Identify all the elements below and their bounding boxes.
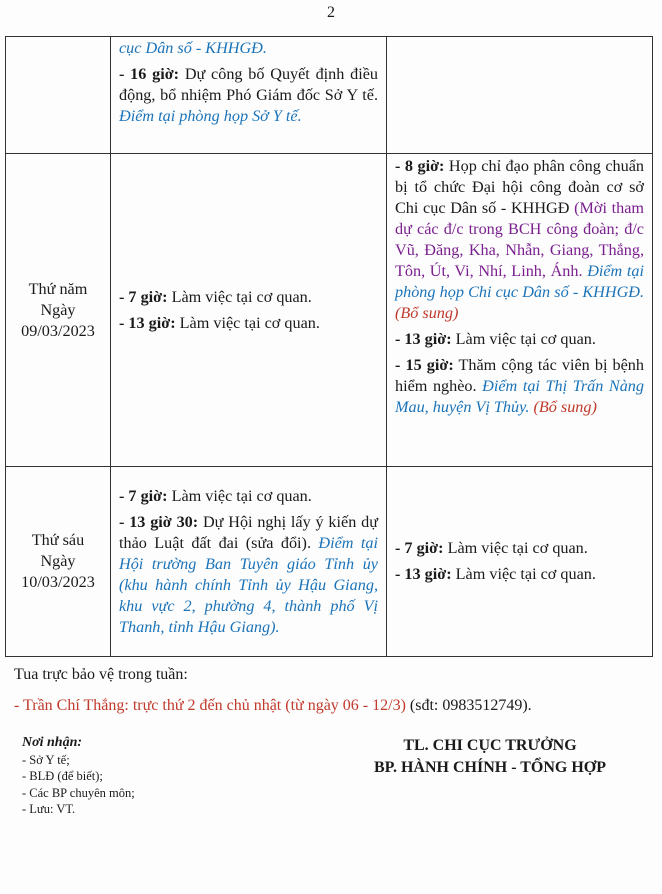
day-cell [6,467,111,657]
table-row [6,467,653,657]
date-label: 10/03/2023 [21,573,95,591]
day-label: Ngày [40,300,76,319]
table-row [6,154,653,467]
morning-cell [111,154,387,467]
recipient-item: - Sở Y tế; [22,752,70,767]
recipient-item: - BLĐ (để biết); [22,769,103,783]
weekday-label: Thứ sáu [31,531,85,549]
schedule-item: - 13 giờ: Làm việc tại cơ quan. [119,313,320,332]
continued-text: cục Dân số - KHHGĐ. [119,39,267,57]
duty-assignment: - Trần Chí Thắng: trực thứ 2 đến chủ nhật (từ ngày 06 - 12/3) (sđt: 0983512749). [14,697,532,714]
schedule-item: - 8 giờ: Họp chỉ đạo phân công chuẩn bị tổ chức Đại hội công đoàn cơ sở Chi cục Dân số - KHHGĐ (Mời tham dự các đ/c trong BCH công đoàn; đ/c Vũ, Đăng, Kha, Nhẫn, Giang, Thắng, Tôn, Út, Vi, Nhí, Linh, Ánh. Điểm tại phòng họp Chi cục Dân số - KHHGĐ. (Bổ sung) [395,157,645,322]
schedule-item: - 7 giờ: Làm việc tại cơ quan. [395,539,588,557]
recipient-item: - Lưu: VT. [22,802,76,816]
schedule-item: - 13 giờ: Làm việc tại cơ quan. [395,565,596,583]
date-label: 09/03/2023 [21,321,95,340]
recipient-item: - Các BP chuyên môn; [22,785,135,800]
signature-title: TL. CHI CỤC TRƯỞNG [403,737,577,754]
schedule-item: - 15 giờ: Thăm cộng tác viên bị bệnh hiểm nghèo. Điểm tại Thị Trấn Nàng Mau, huyện Vị Thủy. (Bổ sung) [395,356,644,416]
evening-cell [387,37,653,154]
morning-cell [111,467,387,657]
schedule-item: - 13 giờ 30: Dự Hội nghị lấy ý kiến dự thảo Luật đất đai (sửa đổi). Điểm tại Hội trường Ban Tuyên giáo Tỉnh ủy (khu hành chính Tỉnh ủy Hậu Giang, khu vực 2, phường 4, thành phố Vị Thanh, tỉnh Hậu Giang). [119,512,378,636]
recipients-heading: Nơi nhận: [22,735,83,750]
schedule-item: - 16 giờ: Dự công bố Quyết định điều động, bổ nhiệm Phó Giám đốc Sở Y tế. Điểm tại phòng họp Sở Y tế. [119,65,378,125]
schedule-item: - 7 giờ: Làm việc tại cơ quan. [119,486,312,505]
signature-department: BP. HÀNH CHÍNH - TỔNG HỢP [373,759,607,776]
afternoon-cell [111,37,387,154]
page-number: 2 [327,4,335,21]
recipients-block [22,735,135,818]
weekday-label: Thứ năm [28,279,88,298]
schedule-table [5,36,653,657]
table-row [6,37,653,154]
day-cell [6,37,111,154]
day-cell [6,154,111,467]
signature-block [330,735,650,779]
day-label: Ngày [40,552,76,570]
duty-title: Tua trực bảo vệ trong tuần: [14,666,188,683]
schedule-item: - 13 giờ: Làm việc tại cơ quan. [395,330,596,348]
afternoon-cell [387,467,653,657]
afternoon-cell [387,154,653,467]
schedule-item: - 7 giờ: Làm việc tại cơ quan. [119,287,312,306]
